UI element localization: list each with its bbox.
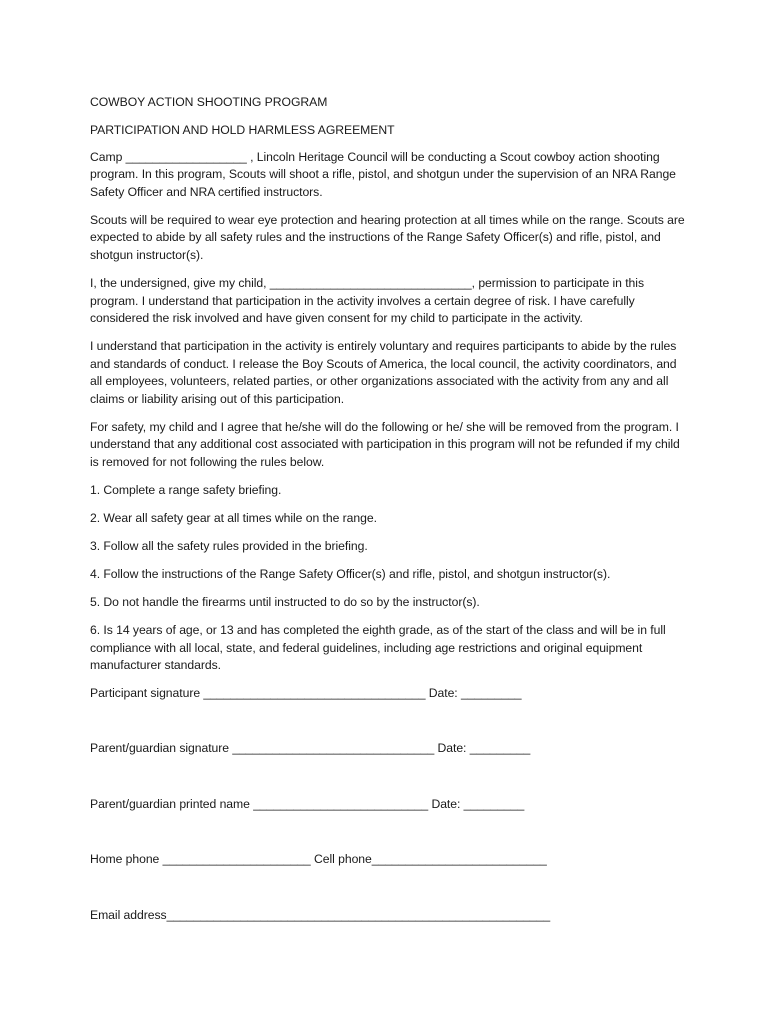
email-line[interactable]: Email address_________________________________________________________ bbox=[90, 908, 551, 922]
spacer bbox=[90, 758, 690, 796]
spacer bbox=[90, 703, 690, 741]
parent-signature-line[interactable]: Parent/guardian signature ______________________________ Date: _________ bbox=[90, 741, 531, 756]
agreement-document bbox=[90, 94, 690, 925]
spacer bbox=[90, 869, 690, 907]
paragraph-permission: I, the undersigned, give my child, ______________________________, permission to participate in this program. I understand that participation in the activity involves a certain degree of risk. I have carefully considered the risk involved and have given consent for my child to participate in the activity. bbox=[90, 275, 644, 326]
paragraph-rules-intro: For safety, my child and I agree that he/she will do the following or he/ she will be removed from the program. I understand that any additional cost associated with participation in this program will not be refunded if my child is removed for not following the rules below. bbox=[90, 419, 680, 470]
rule-item: 1. Complete a range safety briefing. bbox=[90, 483, 282, 498]
rule-item: 2. Wear all safety gear at all times while on the range. bbox=[90, 511, 377, 526]
phone-line[interactable]: Home phone ______________________ Cell phone__________________________ bbox=[90, 852, 547, 867]
rule-item: 6. Is 14 years of age, or 13 and has completed the eighth grade, as of the start of the class and will be in full compliance with all local, state, and federal guidelines, including age restrictions and original equipment manufacturer standards. bbox=[90, 622, 666, 673]
paragraph-program-intro: Camp __________________ , Lincoln Heritage Council will be conducting a Scout cowboy action shooting program. In this program, Scouts will shoot a rifle, pistol, and shotgun under the supervision of an NRA Range Safety Officer and NRA certified instructors. bbox=[90, 149, 676, 199]
paragraph-release: I understand that participation in the activity is entirely voluntary and requires participants to abide by the rules and standards of conduct. I release the Boy Scouts of America, the local council, the activity coordinators, and all employees, volunteers, related parties, or other organizations associated with the activity from any and all claims or liability arising out of this participation. bbox=[90, 339, 677, 406]
rule-item: 3. Follow all the safety rules provided in the briefing. bbox=[90, 539, 368, 553]
paragraph-safety-gear: Scouts will be required to wear eye protection and hearing protection at all times while on the range. Scouts are expected to abide by all safety rules and the instructions of the Range Safety Officer(s) and rifle, pistol, and shotgun instructor(s). bbox=[90, 212, 685, 262]
spacer bbox=[90, 813, 690, 851]
parent-printed-name-line[interactable]: Parent/guardian printed name __________________________ Date: _________ bbox=[90, 796, 525, 811]
rule-item: 4. Follow the instructions of the Range Safety Officer(s) and rifle, pistol, and shotgun instructor(s). bbox=[90, 566, 611, 581]
document-title: COWBOY ACTION SHOOTING PROGRAM bbox=[90, 95, 328, 109]
document-subtitle: PARTICIPATION AND HOLD HARMLESS AGREEMENT bbox=[90, 122, 395, 137]
participant-signature-line[interactable]: Participant signature _________________________________ Date: _________ bbox=[90, 686, 522, 701]
rule-item: 5. Do not handle the firearms until instructed to do so by the instructor(s). bbox=[90, 594, 480, 609]
